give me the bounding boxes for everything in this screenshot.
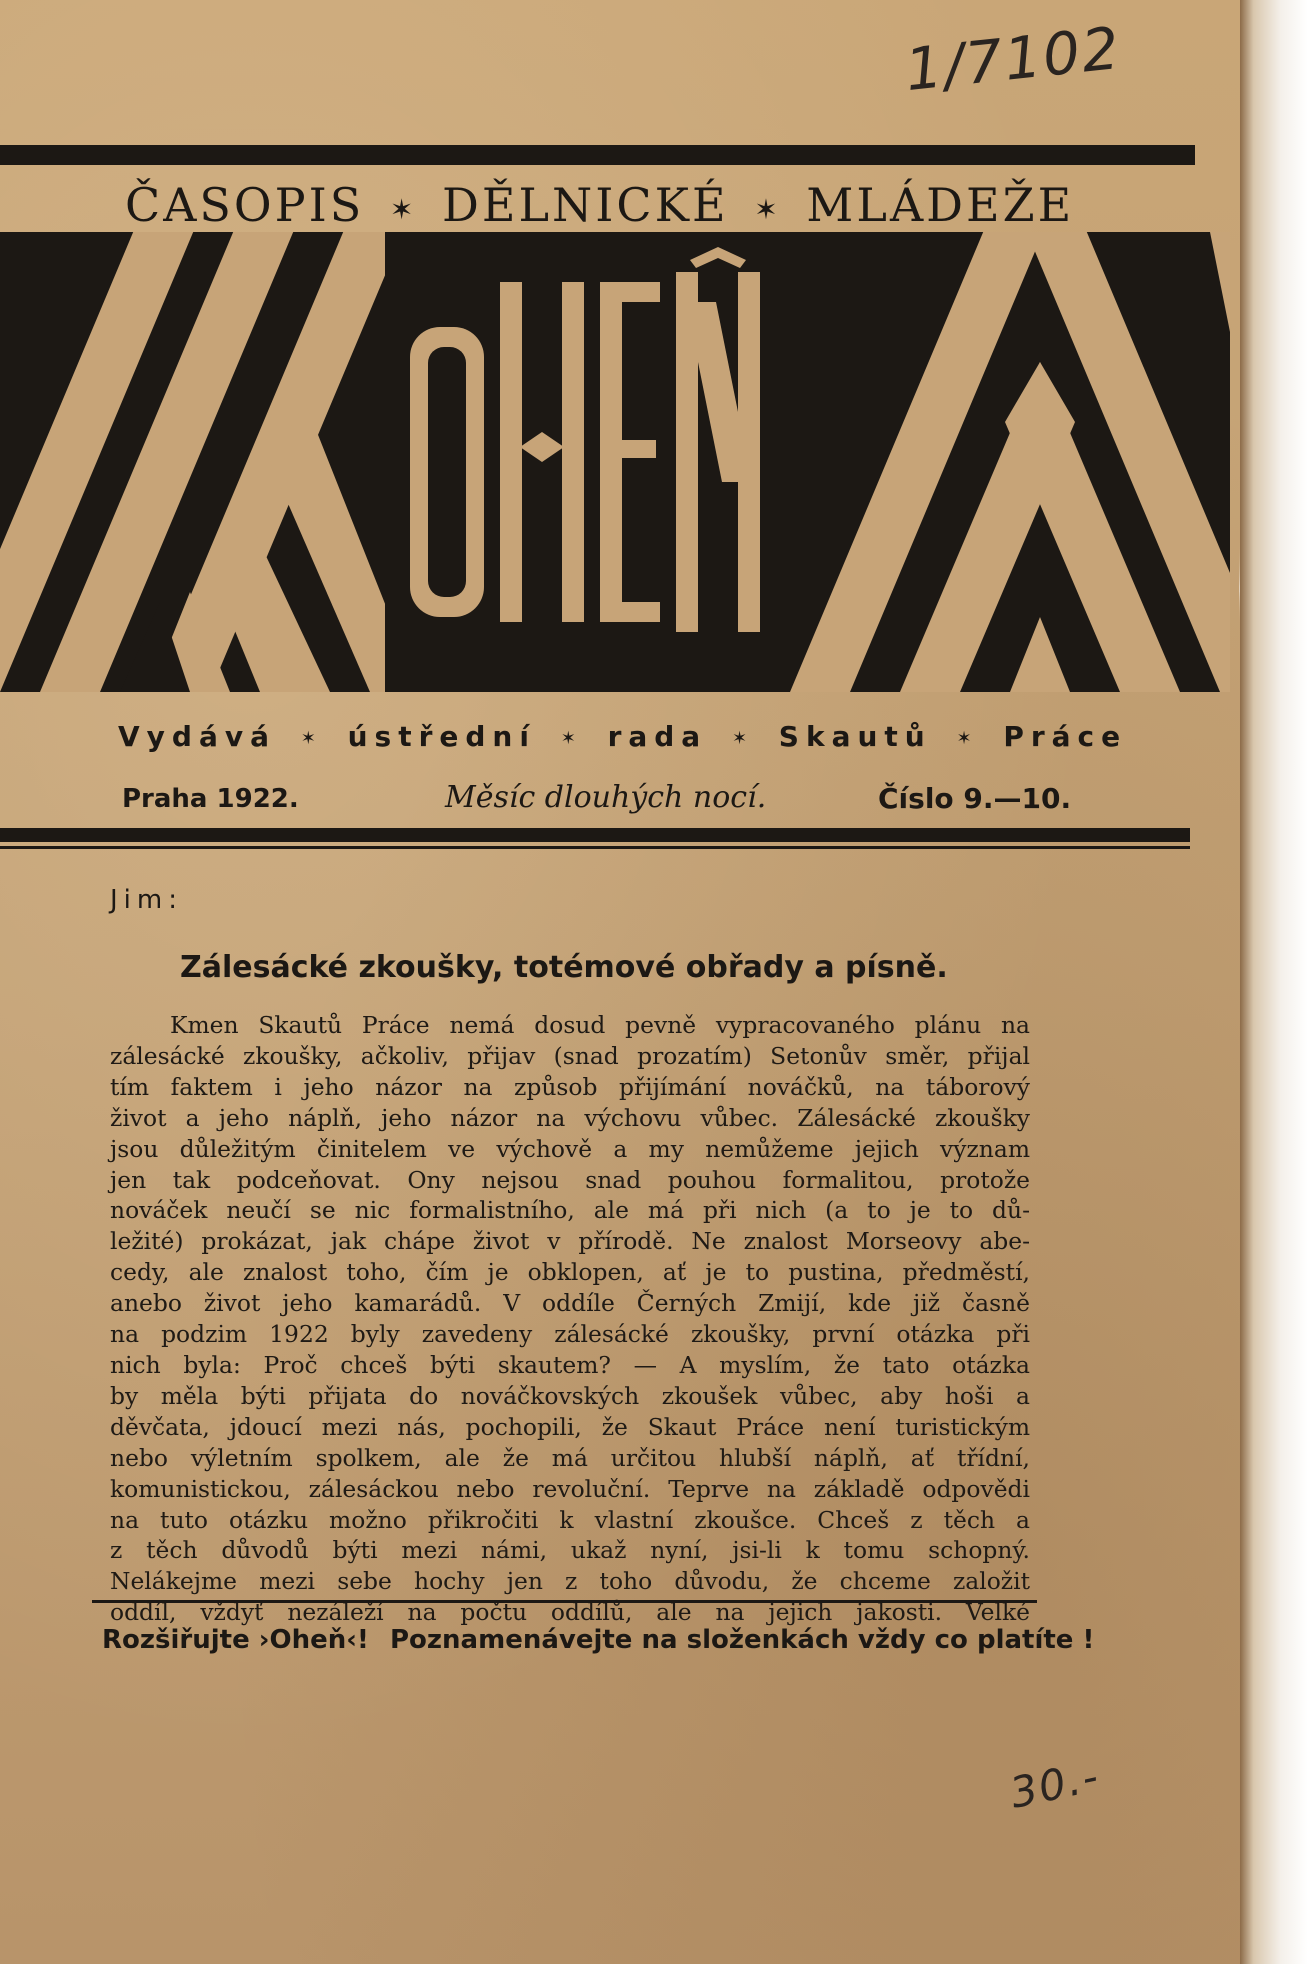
scan-background-edge <box>1240 0 1308 1964</box>
article-line: oddíl, vždyť nezáleží na počtu oddílů, ale na jejich jakosti. Velké <box>110 1598 1030 1627</box>
star-separator-icon: ✶ <box>731 727 755 749</box>
publisher-word: Skautů <box>778 720 932 753</box>
footer-rule <box>92 1600 1037 1603</box>
publisher-line <box>118 720 1127 753</box>
masthead-banner <box>0 232 1230 692</box>
star-separator-icon: ✶ <box>389 192 417 226</box>
article-line: Nelákejme mezi sebe hochy jen z toho důvodu, že chceme založit <box>110 1567 1030 1596</box>
star-separator-icon: ✶ <box>754 192 781 226</box>
issue-number: Číslo 9.—10. <box>878 782 1072 815</box>
tagline-word-3: MLÁDEŽE <box>806 178 1075 232</box>
masthead-tagline <box>125 178 1075 232</box>
article-line: komunistickou, zálesáckou nebo revoluční. Teprve na základě odpovědi <box>110 1474 1030 1503</box>
star-separator-icon: ✶ <box>956 727 979 749</box>
article-author: Jim: <box>110 885 183 915</box>
article-body <box>110 1010 1030 1628</box>
article-line: zálesácké zkoušky, ačkoliv, přijav (snad prozatím) Setonův směr, přijal <box>110 1041 1030 1070</box>
footer-payment-note: Poznamenávejte na složenkách vždy co platíte ! <box>390 1625 1095 1655</box>
publisher-word: ústřední <box>347 720 536 753</box>
article-line: nebo výletním spolkem, ale že má určitou hlubší náplň, ať třídní, <box>110 1443 1030 1472</box>
masthead-bottom-thin-rule <box>0 846 1190 849</box>
logo-title <box>400 247 770 672</box>
article-line: na tuto otázku možno přikročiti k vlastní zkoušce. Chceš z těch a <box>110 1505 1030 1534</box>
letter-h-left <box>500 282 522 622</box>
tagline-word-1: ČASOPIS <box>125 178 365 232</box>
publisher-word: Práce <box>1003 720 1128 753</box>
article-line: jen tak podceňovat. Ony nejsou snad pouhou formalitou, protože <box>110 1165 1030 1194</box>
star-separator-icon: ✶ <box>560 727 583 749</box>
article-line: cedy, ale znalost toho, čím je obklopen, ať je to pustina, předměstí, <box>110 1258 1030 1287</box>
publisher-word: rada <box>607 720 708 753</box>
footer-promo: Rozšiřujte ›Oheň‹! <box>102 1625 369 1655</box>
issue-place-year: Praha 1922. <box>122 784 299 814</box>
star-separator-icon: ✶ <box>300 727 323 749</box>
tagline-word-2: DĚLNICKÉ <box>442 178 729 232</box>
article-line: z těch důvodů býti mezi námi, ukaž nyní, jsi-li k tomu schopný. <box>110 1536 1030 1565</box>
article-line: tím faktem i jeho názor na způsob přijímání nováčků, na táborový <box>110 1072 1030 1101</box>
handwritten-catalog-number: 1/7102 <box>902 13 1125 105</box>
handwritten-price-note: 30.- <box>1005 1751 1105 1818</box>
article-line: život a jeho náplň, jeho názor na výchovu vůbec. Zálesácké zkoušky <box>110 1103 1030 1132</box>
article-line: anebo život jeho kamarádů. V oddíle Černých Zmijí, kde již časně <box>110 1289 1030 1318</box>
masthead-bottom-rule <box>0 828 1190 842</box>
article-line: jsou důležitým činitelem ve výchově a my nemůžeme jejich význam <box>110 1134 1030 1163</box>
article-title: Zálesácké zkoušky, totémové obřady a písně. <box>180 950 948 985</box>
letter-h-right <box>562 282 584 622</box>
article-line: nich byla: Proč chceš býti skautem? — A myslím, že tato otázka <box>110 1350 1030 1379</box>
publisher-word: Vydává <box>118 720 277 753</box>
issue-month: Měsíc dlouhých nocí. <box>445 780 767 815</box>
letter-n-left <box>676 272 698 632</box>
article-line: by měla býti přijata do nováčkovských zkoušek vůbec, aby hoši a <box>110 1381 1030 1410</box>
letter-o-inner <box>428 347 466 597</box>
letter-e-stem <box>600 282 622 622</box>
article-line: na podzim 1922 byly zavedeny zálesácké zkoušky, první otázka při <box>110 1320 1030 1349</box>
top-rule <box>0 145 1195 165</box>
article-line: děvčata, jdoucí mezi nás, pochopili, že Skaut Práce není turistickým <box>110 1412 1030 1441</box>
article-line: ležité) prokázat, jak chápe život v přírodě. Ne znalost Morseovy abe- <box>110 1227 1030 1256</box>
article-line: Kmen Skautů Práce nemá dosud pevně vypracovaného plánu na <box>170 1011 1030 1039</box>
article-line: nováček neučí se nic formalistního, ale má při nich (a to je to dů- <box>110 1196 1030 1225</box>
